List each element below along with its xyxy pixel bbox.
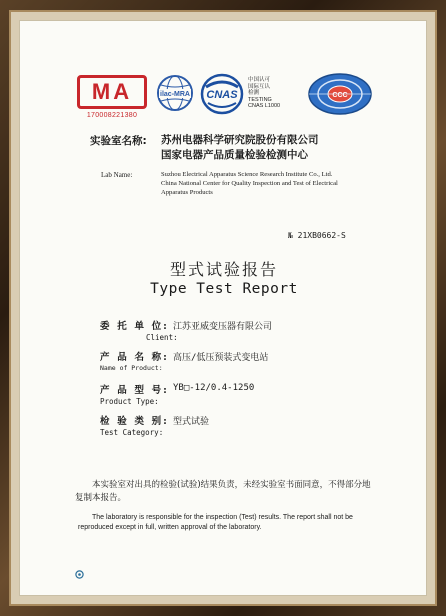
report-cover-page bbox=[19, 20, 427, 596]
lab-name-en-line: Suzhou Electrical Apparatus Science Research Institute Co., Ltd. bbox=[161, 171, 333, 178]
test-category-label-cn: 检 验 类 别: bbox=[100, 416, 169, 427]
product-name-label-en: Name of Product: bbox=[100, 364, 163, 372]
seal-mark bbox=[75, 564, 84, 583]
client-value: 江苏亚威变压器有限公司 bbox=[173, 322, 273, 332]
report-title-en: Type Test Report bbox=[150, 281, 298, 297]
test-category-value: 型式试验 bbox=[173, 417, 210, 427]
cnas-logo bbox=[200, 73, 244, 119]
test-category-label-en: Test Category: bbox=[100, 428, 164, 437]
testing-line: 国际互认 bbox=[248, 83, 271, 90]
testing-accreditation-text bbox=[248, 77, 296, 110]
ma-mark-text: MA bbox=[91, 79, 133, 104]
lab-name-en-line: Apparatus Products bbox=[161, 188, 213, 196]
ccc-logo bbox=[306, 71, 374, 121]
product-type-label-en: Product Type: bbox=[100, 397, 159, 406]
testing-line: CNAS L1000 bbox=[248, 103, 281, 110]
testing-line: 检测 bbox=[248, 90, 260, 97]
testing-line: TESTING bbox=[248, 96, 272, 103]
cnas-text: CNAS bbox=[206, 89, 238, 101]
ccc-text: CCC bbox=[332, 92, 348, 99]
client-label-en: Client: bbox=[146, 333, 178, 342]
ccc-globe-icon bbox=[306, 71, 374, 117]
ilac-text: ilac-MRA bbox=[160, 91, 190, 98]
lab-name-en-value bbox=[161, 171, 406, 197]
testing-line: 中国认可 bbox=[248, 77, 271, 83]
product-type-value: YB□-12/0.4-1250 bbox=[173, 383, 255, 393]
lab-name-cn-line: 国家电器产品质量检验检测中心 bbox=[161, 149, 308, 161]
seal-icon bbox=[75, 570, 84, 579]
product-name-label-cn: 产 品 名 称: bbox=[100, 352, 169, 363]
lab-name-cn-label: 实验室名称: bbox=[90, 135, 147, 147]
cnas-badge-icon bbox=[200, 73, 244, 115]
lab-name-cn-value bbox=[161, 133, 319, 163]
client-label-cn: 委 托 单 位: bbox=[100, 321, 169, 332]
ilac-globe-icon bbox=[155, 73, 195, 113]
statement-cn: 本实验室对出具的检验(试验)结果负责，未经实验室书面同意，不得部分地复制本报告。 bbox=[75, 480, 371, 503]
product-type-label-cn: 产 品 型 号: bbox=[100, 385, 169, 396]
lab-name-cn-line: 苏州电器科学研究院股份有限公司 bbox=[161, 134, 319, 146]
report-number: № 21XB0662-S bbox=[288, 231, 346, 240]
lab-name-en-label: Lab Name: bbox=[101, 171, 133, 179]
ma-certificate-number: 170008221380 bbox=[86, 112, 138, 119]
ma-mark-icon bbox=[77, 75, 147, 109]
statement-en: The laboratory is responsible for the inspection (Test) results. The report shall not be reproduced except in full, written approval of the laboratory. bbox=[78, 514, 353, 531]
report-title-cn: 型式试验报告 bbox=[169, 260, 278, 279]
product-name-value: 高压/低压预装式变电站 bbox=[173, 353, 269, 363]
lab-name-en-line: China National Center for Quality Inspection and Test of Electrical bbox=[161, 179, 338, 187]
cma-logo bbox=[77, 75, 147, 119]
ilac-mra-logo bbox=[155, 73, 195, 117]
